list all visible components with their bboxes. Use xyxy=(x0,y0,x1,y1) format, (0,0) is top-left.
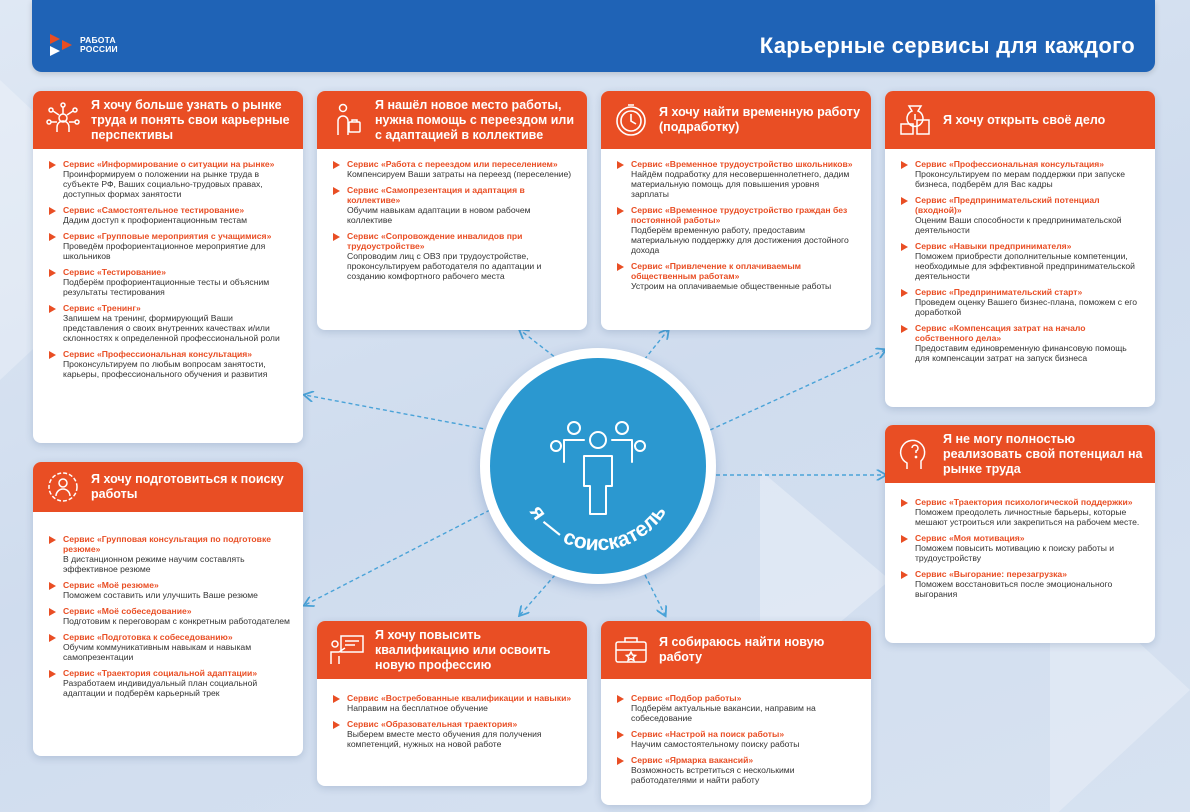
logo-line2: РОССИИ xyxy=(80,44,118,54)
service-desc: Оценим Ваши способности к предпринимательской деятельности xyxy=(915,215,1122,235)
service-title: Сервис «Траектория социальной адаптации» xyxy=(63,668,258,678)
service-title: Сервис «Тренинг» xyxy=(63,303,141,313)
card-header xyxy=(317,621,587,679)
service-title: Сервис «Информирование о ситуации на рынке» xyxy=(63,159,275,169)
service-desc: Проведем оценку Вашего бизнес-плана, поможем с его доработкой xyxy=(915,297,1137,317)
service-title: Сервис «Траектория психологической поддержки» xyxy=(915,497,1133,507)
service-desc: Запишем на тренинг, формирующий Ваши представления о своих внутренних качествах и/или склонностях к определенной профессиональной роли xyxy=(63,313,280,343)
card-body xyxy=(601,679,871,799)
service-item[interactable] xyxy=(47,159,291,199)
service-item[interactable] xyxy=(331,159,575,179)
center-circle xyxy=(480,348,716,584)
head-question-icon xyxy=(897,436,933,472)
service-item[interactable] xyxy=(47,231,291,261)
center-emblem xyxy=(480,348,716,584)
service-item[interactable] xyxy=(615,205,859,255)
person-suitcase-icon xyxy=(329,102,365,138)
service-title: Сервис «Настрой на поиск работы» xyxy=(631,729,785,739)
card-title: Я хочу подготовиться к поиску работы xyxy=(91,472,284,501)
service-title: Сервис «Привлечение к оплачиваемым общественным работам» xyxy=(631,261,802,281)
service-item[interactable] xyxy=(615,729,859,749)
service-desc: Подготовим к переговорам с конкретным работодателем xyxy=(63,616,290,626)
card-header xyxy=(601,91,871,149)
service-item[interactable] xyxy=(47,267,291,297)
card-title: Я не могу полностью реализовать свой потенциал на рынке труда xyxy=(943,431,1143,476)
card-body xyxy=(317,679,587,763)
service-desc: Поможем восстановиться после эмоционального выгорания xyxy=(915,579,1113,599)
service-desc: Обучим коммуникативным навыкам и навыкам самопрезентации xyxy=(63,642,252,662)
card-qualification xyxy=(317,621,587,786)
service-title: Сервис «Работа с переездом или переселением» xyxy=(347,159,558,169)
service-title: Сервис «Предпринимательский потенциал (входной)» xyxy=(915,195,1100,215)
card-own-business xyxy=(885,91,1155,407)
presentation-icon xyxy=(329,632,365,668)
card-title: Я хочу найти временную работу (подработку) xyxy=(659,105,861,134)
card-header xyxy=(885,425,1155,483)
service-desc: Устроим на оплачиваемые общественные работы xyxy=(631,281,832,291)
service-item[interactable] xyxy=(899,569,1143,599)
card-body xyxy=(33,512,303,712)
card-header xyxy=(317,91,587,149)
service-desc: Проинформируем о положении на рынке труда в субъекте РФ, Ваших социально-трудовых правах, доступных формах занятости xyxy=(63,169,263,199)
service-desc: Компенсируем Ваши затраты на переезд (переселение) xyxy=(347,169,572,179)
service-title: Сервис «Групповая консультация по подготовке резюме» xyxy=(63,534,272,554)
service-desc: Проведём профориентационное мероприятие для школьников xyxy=(63,241,266,261)
service-item[interactable] xyxy=(331,231,575,281)
service-title: Сервис «Временное трудоустройство школьников» xyxy=(631,159,853,169)
arrow-to-card-1 xyxy=(305,395,490,430)
service-desc: Обучим навыкам адаптации в новом рабочем коллективе xyxy=(347,205,531,225)
service-desc: Подберём временную работу, предоставим материальную поддержку для достижения достойного дохода xyxy=(631,225,849,255)
card-body xyxy=(885,149,1155,377)
card-temporary-work xyxy=(601,91,871,330)
service-item[interactable] xyxy=(615,261,859,291)
service-item[interactable] xyxy=(615,693,859,723)
service-desc: Разработаем индивидуальный план социальной адаптации и подберём карьерный трек xyxy=(63,678,258,698)
page-title: Карьерные сервисы для каждого xyxy=(759,33,1135,58)
card-title: Я хочу больше узнать о рынке труда и понять свои карьерные перспективы xyxy=(91,97,290,142)
center-label-text: я — соискатель xyxy=(525,501,671,556)
service-title: Сервис «Навыки предпринимателя» xyxy=(915,241,1072,251)
service-item[interactable] xyxy=(899,159,1143,189)
gear-person-icon xyxy=(45,469,81,505)
service-title: Сервис «Предпринимательский старт» xyxy=(915,287,1083,297)
arrow-to-card-4 xyxy=(710,350,885,430)
service-title: Сервис «Тестирование» xyxy=(63,267,166,277)
card-body xyxy=(33,149,303,393)
service-item[interactable] xyxy=(47,205,291,225)
briefcase-star-icon xyxy=(613,632,649,668)
clock-icon xyxy=(613,102,649,138)
service-item[interactable] xyxy=(899,323,1143,363)
service-title: Сервис «Образовательная траектория» xyxy=(347,719,518,729)
service-title: Сервис «Моё резюме» xyxy=(63,580,159,590)
service-desc: Дадим доступ к профориентационным тестам xyxy=(63,215,248,225)
card-title: Я собираюсь найти новую работу xyxy=(659,635,825,664)
card-header xyxy=(33,91,303,149)
card-title: Я хочу открыть своё дело xyxy=(943,112,1106,127)
service-item[interactable] xyxy=(47,534,291,574)
card-body xyxy=(885,483,1155,613)
people-group-icon xyxy=(551,422,645,514)
service-item[interactable] xyxy=(899,195,1143,235)
service-item[interactable] xyxy=(899,287,1143,317)
service-item[interactable] xyxy=(47,606,291,626)
service-title: Сервис «Самопрезентация и адаптация в коллективе» xyxy=(347,185,525,205)
arrow-to-card-5 xyxy=(305,510,490,605)
card-title: Я хочу повысить квалификацию или освоить новую профессию xyxy=(375,627,551,672)
network-person-icon xyxy=(45,102,81,138)
card-potential xyxy=(885,425,1155,643)
logo-line1: РАБОТА xyxy=(80,35,116,45)
service-title: Сервис «Выгорание: перезагрузка» xyxy=(915,569,1067,579)
service-desc: Предоставим единовременную финансовую помощь для компенсации затрат на запуск бизнеса xyxy=(915,343,1127,363)
card-header xyxy=(33,462,303,512)
service-item[interactable] xyxy=(47,668,291,698)
service-desc: Направим на бесплатное обучение xyxy=(347,703,488,713)
service-item[interactable] xyxy=(615,159,859,199)
service-desc: Проконсультируем по любым вопросам занятости, карьеры, профессионального обучения и развития xyxy=(63,359,268,379)
card-relocation xyxy=(317,91,587,330)
service-item[interactable] xyxy=(47,632,291,662)
service-title: Сервис «Самостоятельное тестирование» xyxy=(63,205,245,215)
service-desc: Подберём актуальные вакансии, направим на собеседование xyxy=(631,703,816,723)
service-title: Сервис «Подготовка к собеседованию» xyxy=(63,632,233,642)
service-title: Сервис «Компенсация затрат на начало собственного дела» xyxy=(915,323,1086,343)
service-desc: Сопроводим лиц с ОВЗ при трудоустройстве, проконсультируем работодателя по адаптации и созданию комфортного рабочего места xyxy=(347,251,542,281)
service-desc: Найдём подработку для несовершеннолетнего, дадим материальную помощь для повышения уровня зарплаты xyxy=(631,169,850,199)
service-desc: Поможем приобрести дополнительные компетенции, необходимые для эффективной предпринимательской деятельности xyxy=(915,251,1135,281)
service-desc: Проконсультируем по мерам поддержки при запуске бизнеса, подберём для Вас кадры xyxy=(915,169,1126,189)
service-desc: Поможем составить или улучшить Ваше резюме xyxy=(63,590,258,600)
card-job-search-prep xyxy=(33,462,303,756)
service-title: Сервис «Сопровождение инвалидов при трудоустройстве» xyxy=(347,231,523,251)
service-title: Сервис «Моя мотивация» xyxy=(915,533,1025,543)
card-body xyxy=(601,149,871,305)
service-desc: Подберём профориентационные тесты и объясним результаты тестирования xyxy=(63,277,270,297)
money-bag-icon xyxy=(897,102,933,138)
service-item[interactable] xyxy=(899,241,1143,281)
service-title: Сервис «Востребованные квалификации и навыки» xyxy=(347,693,572,703)
service-item[interactable] xyxy=(331,185,575,225)
service-desc: Поможем повысить мотивацию к поиску работы и трудоустройству xyxy=(915,543,1115,563)
service-title: Сервис «Моё собеседование» xyxy=(63,606,192,616)
service-item[interactable] xyxy=(331,693,575,713)
service-item[interactable] xyxy=(899,533,1143,563)
service-title: Сервис «Профессиональная консультация» xyxy=(915,159,1105,169)
service-item[interactable] xyxy=(47,303,291,343)
card-labour-market xyxy=(33,91,303,443)
service-title: Сервис «Подбор работы» xyxy=(631,693,742,703)
card-new-job xyxy=(601,621,871,805)
service-desc: Научим самостоятельному поиску работы xyxy=(631,739,800,749)
service-title: Сервис «Профессиональная консультация» xyxy=(63,349,253,359)
service-desc: Возможность встретиться с несколькими работодателями и найти работу xyxy=(631,765,795,785)
service-desc: Поможем преодолеть личностные барьеры, которые мешают устроиться или закрепиться на рабочем месте. xyxy=(915,507,1140,527)
service-desc: Выберем вместе место обучения для получения компетенций, нужных на новой работе xyxy=(347,729,542,749)
service-item[interactable] xyxy=(47,349,291,379)
service-title: Сервис «Временное трудоустройство граждан без постоянной работы» xyxy=(631,205,848,225)
card-body xyxy=(317,149,587,295)
service-title: Сервис «Групповые мероприятия с учащимися» xyxy=(63,231,272,241)
card-header xyxy=(885,91,1155,149)
service-item[interactable] xyxy=(615,755,859,785)
service-desc: В дистанционном режиме научим составлять эффективное резюме xyxy=(63,554,245,574)
service-item[interactable] xyxy=(331,719,575,749)
service-item[interactable] xyxy=(899,497,1143,527)
card-title: Я нашёл новое место работы, нужна помощь с переездом или с адаптацией в коллективе xyxy=(375,97,575,142)
service-item[interactable] xyxy=(47,580,291,600)
service-title: Сервис «Ярмарка вакансий» xyxy=(631,755,754,765)
card-header xyxy=(601,621,871,679)
